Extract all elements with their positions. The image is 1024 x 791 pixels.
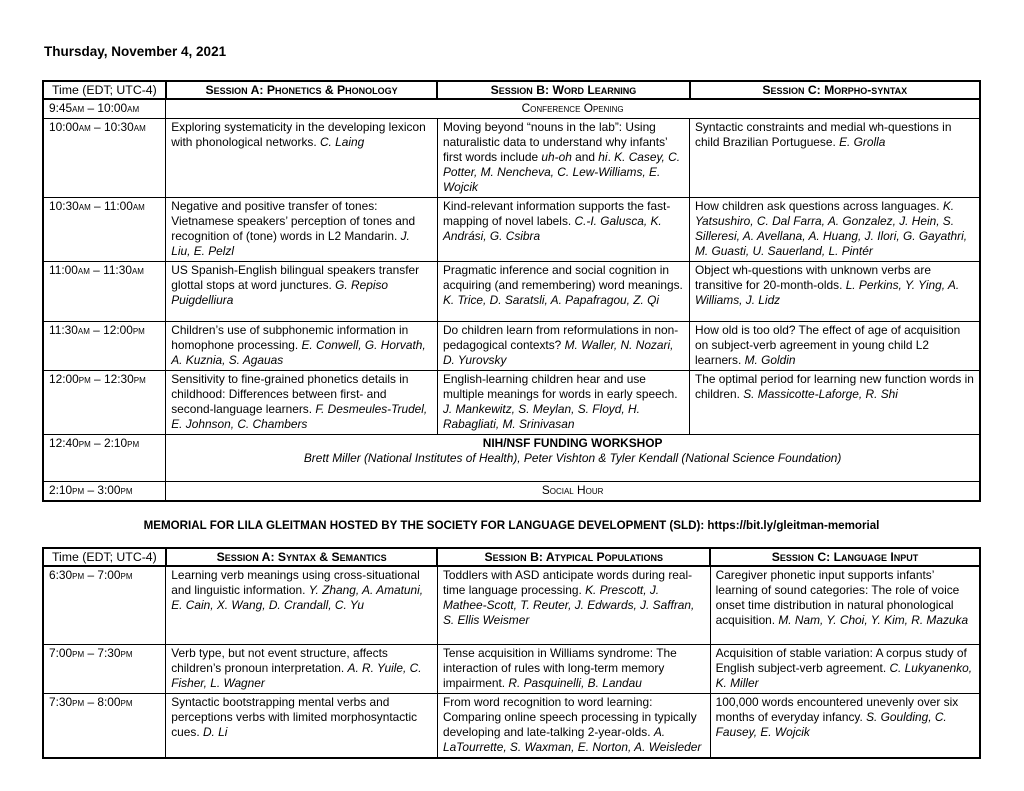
talk-title-text: Exploring systematicity in the developing lexicon with phonological networks. <box>171 120 426 149</box>
schedule-row <box>43 262 980 322</box>
authors-text: L. Perkins, Y. Ying, A. Williams, J. Lidz <box>695 278 960 307</box>
authors-text: C.-I. Galusca, K. Andrási, G. Csibra <box>442 214 662 243</box>
column-header-time: Time (EDT; UTC-4) <box>43 548 166 566</box>
authors-text: D. Li <box>202 724 228 739</box>
talk-cell-session-b <box>437 371 689 435</box>
time-cell: 11:30am – 12:00pm <box>43 322 166 371</box>
time-cell: 7:00pm – 7:30pm <box>43 644 166 693</box>
authors-text: M. Goldin <box>744 353 796 367</box>
talk-cell-session-b <box>437 198 689 262</box>
authors-text: S. Goulding, C. Fausey, E. Wojcik <box>715 709 947 739</box>
schedule-row <box>43 198 980 262</box>
event-line <box>171 451 974 466</box>
talk-title-text: Object wh-questions with unknown verbs are transitive for 20-month-olds. <box>695 263 931 292</box>
talk-title-text: How old is too old? The effect of age of acquisition on subject-verb agreement in young child L2 learners. <box>695 323 961 367</box>
column-header-time: Time (EDT; UTC-4) <box>43 81 166 99</box>
evening-schedule-table <box>42 547 981 759</box>
header-row <box>43 548 980 566</box>
authors-text: E. Conwell, G. Horvath, A. Kuznia, S. Agauas <box>171 338 426 367</box>
time-cell: 12:00pm – 12:30pm <box>43 371 166 435</box>
talk-title-text: Moving beyond “nouns in the lab”: Using naturalistic data to understand why infants’ first words include <box>442 120 668 164</box>
talk-cell-session-b <box>437 262 689 322</box>
header-row <box>43 81 980 99</box>
authors-text: J. Mankewitz, S. Meylan, S. Floyd, H. Rabagliati, M. Srinivasan <box>442 402 640 431</box>
talk-cell-session-c <box>710 693 980 758</box>
talk-title-text: Acquisition of stable variation: A corpus study of English subject-verb agreement. <box>715 645 967 675</box>
talk-cell-session-c <box>690 371 981 435</box>
column-header-session-c: Session C: Language Input <box>710 548 980 566</box>
column-header-session-c: Session C: Morpho-syntax <box>690 81 981 99</box>
talk-cell-session-c <box>690 198 981 262</box>
time-cell: 9:45am – 10:00am <box>43 99 166 119</box>
schedule-row <box>43 99 980 119</box>
time-cell: 2:10pm – 3:00pm <box>43 482 166 502</box>
time-cell: 10:30am – 11:00am <box>43 198 166 262</box>
talk-cell-session-a <box>166 693 438 758</box>
time-cell: 7:30pm – 8:00pm <box>43 693 166 758</box>
talk-title-text: Syntactic constraints and medial wh-questions in child Brazilian Portuguese. <box>695 120 952 149</box>
page-title: Thursday, November 4, 2021 <box>44 44 227 59</box>
morning-schedule-table <box>42 80 981 502</box>
time-cell: 11:00am – 11:30am <box>43 262 166 322</box>
authors-text: M. Waller, N. Nozari, D. Yurovsky <box>442 338 674 367</box>
schedule-row <box>43 322 980 371</box>
talk-cell-session-b <box>437 644 710 693</box>
merged-event-cell <box>166 99 980 119</box>
authors-text: K. Casey, C. Potter, M. Nencheva, C. Lew-Williams, E. Wojcik <box>442 150 681 194</box>
authors-text: K. Trice, D. Saratsli, A. Papafragou, Z. Qi <box>442 293 660 307</box>
time-cell: 10:00am – 10:30am <box>43 119 166 198</box>
schedule-row <box>43 371 980 435</box>
authors-text: J. Liu, E. Pelzl <box>171 229 410 258</box>
authors-text: A. LaTourrette, S. Waxman, E. Norton, A. Weisleder <box>442 724 702 754</box>
talk-cell-session-a <box>166 644 438 693</box>
authors-text: K. Prescott, J. Mathee-Scott, T. Reuter, J. Edwards, J. Saffran, S. Ellis Weismer <box>442 583 695 627</box>
event-text: NIH/NSF FUNDING WORKSHOP <box>482 436 663 450</box>
talk-title-text: and <box>571 150 599 164</box>
time-cell: 6:30pm – 7:00pm <box>43 566 166 644</box>
talk-title-text: Tense acquisition in Williams syndrome: The interaction of rules with long-term memory impairment. <box>442 645 677 690</box>
authors-text: C. Lukyanenko, K. Miller <box>715 660 973 690</box>
talk-cell-session-a <box>166 371 438 435</box>
talk-cell-session-a <box>166 322 438 371</box>
talk-cell-session-b <box>437 693 710 758</box>
authors-text: C. Laing <box>319 135 365 149</box>
schedule-row <box>43 644 980 693</box>
schedule-row <box>43 119 980 198</box>
talk-title-text: Negative and positive transfer of tones: Vietnamese speakers’ perception of tones and recognition of (tone) words in L2 Mandarin. <box>171 199 416 243</box>
memorial-heading: MEMORIAL FOR LILA GLEITMAN HOSTED BY THE SOCIETY FOR LANGUAGE DEVELOPMENT (SLD): https://bit.ly/gleitman-memorial <box>143 519 880 532</box>
talk-cell-session-c <box>690 322 981 371</box>
authors-text: Brett Miller (National Institutes of Health), Peter Vishton & Tyler Kendall (National Science Foundation) <box>303 451 842 465</box>
column-header-session-b: Session B: Atypical Populations <box>437 548 710 566</box>
column-header-session-a: Session A: Syntax & Semantics <box>166 548 438 566</box>
talk-title-text: Sensitivity to fine-grained phonetics details in childhood: Differences between first- and second-language learners. <box>171 372 409 416</box>
authors-text: S. Massicotte-Laforge, R. Shi <box>743 387 898 401</box>
talk-cell-session-b <box>437 119 689 198</box>
schedule-row <box>43 482 980 502</box>
talk-title-text: Do children learn from reformulations in non-pedagogical contexts? <box>442 323 679 352</box>
talk-cell-session-a <box>166 262 438 322</box>
event-line <box>171 436 974 451</box>
authors-text: Y. Zhang, A. Amatuni, E. Cain, X. Wang, D. Crandall, C. Yu <box>171 583 424 612</box>
talk-title-text: Verb type, but not event structure, affects children’s pronoun interpretation. <box>171 645 388 675</box>
authors-text: R. Pasquinelli, B. Landau <box>508 675 642 690</box>
authors-text: E. Grolla <box>839 135 886 149</box>
column-header-session-a: Session A: Phonetics & Phonology <box>166 81 438 99</box>
talk-title-text: Kind-relevant information supports the fast-mapping of novel labels. <box>442 199 671 228</box>
event-line <box>171 101 974 116</box>
talk-title-text: Syntactic bootstrapping mental verbs and perceptions verbs with limited morphosyntactic cues. <box>171 694 418 739</box>
authors-text: hi <box>598 150 608 164</box>
talk-cell-session-c <box>690 119 981 198</box>
time-cell: 12:40pm – 2:10pm <box>43 435 166 482</box>
talk-title-text: Learning verb meanings using cross-situational and linguistic information. <box>171 568 420 597</box>
talk-cell-session-c <box>690 262 981 322</box>
talk-title-text: Toddlers with ASD anticipate words during real-time language processing. <box>442 568 693 597</box>
talk-title-text: English-learning children hear and use multiple meanings for words in early speech. <box>442 372 678 401</box>
event-text: Conference Opening <box>521 101 624 115</box>
talk-title-text: The optimal period for learning new function words in children. <box>695 372 974 401</box>
event-text: Social Hour <box>541 483 604 497</box>
authors-text: G. Repiso Puigdelliura <box>171 278 389 307</box>
talk-title-text: . <box>607 150 615 164</box>
talk-cell-session-c <box>710 644 980 693</box>
talk-title-text: 100,000 words encountered unevenly over six months of everyday infancy. <box>715 694 959 724</box>
schedule-row <box>43 435 980 482</box>
schedule-row <box>43 566 980 644</box>
authors-text: uh-oh <box>541 150 572 164</box>
authors-text: K. Yatsushiro, C. Dal Farra, A. Gonzalez, J. Hein, S. Silleresi, A. Avellana, A. Huang, J. Ilori, G. Gayathri, M. Guasti, U. Sauerland, L. Pintér <box>695 199 968 258</box>
talk-cell-session-a <box>166 198 438 262</box>
talk-cell-session-a <box>166 119 438 198</box>
authors-text: A. R. Yuile, C. Fisher, L. Wagner <box>171 660 422 690</box>
merged-event-cell <box>166 482 980 502</box>
talk-title-text: Caregiver phonetic input supports infants’ learning of sound categories: The role of voice onset time distribution in natural phonological acquisition. <box>715 568 960 627</box>
talk-title-text: Children’s use of subphonemic information in homophone processing. <box>171 323 409 352</box>
column-header-session-b: Session B: Word Learning <box>437 81 689 99</box>
talk-title-text: Pragmatic inference and social cognition in acquiring (and remembering) word meanings. <box>442 263 683 292</box>
talk-cell-session-b <box>437 566 710 644</box>
talk-cell-session-a <box>166 566 438 644</box>
event-line <box>171 483 974 498</box>
talk-title-text: US Spanish-English bilingual speakers transfer glottal stops at word junctures. <box>171 263 420 292</box>
authors-text: M. Nam, Y. Choi, Y. Kim, R. Mazuka <box>778 613 969 627</box>
authors-text: F. Desmeules-Trudel, E. Johnson, C. Chambers <box>171 402 428 431</box>
talk-title-text: From word recognition to word learning: Comparing online speech processing in typically developing and late-talking 2-year-olds. <box>442 694 697 739</box>
merged-event-cell <box>166 435 980 482</box>
talk-cell-session-b <box>437 322 689 371</box>
talk-title-text: How children ask questions across languages. <box>695 199 943 213</box>
schedule-row <box>43 693 980 758</box>
talk-cell-session-c <box>710 566 980 644</box>
